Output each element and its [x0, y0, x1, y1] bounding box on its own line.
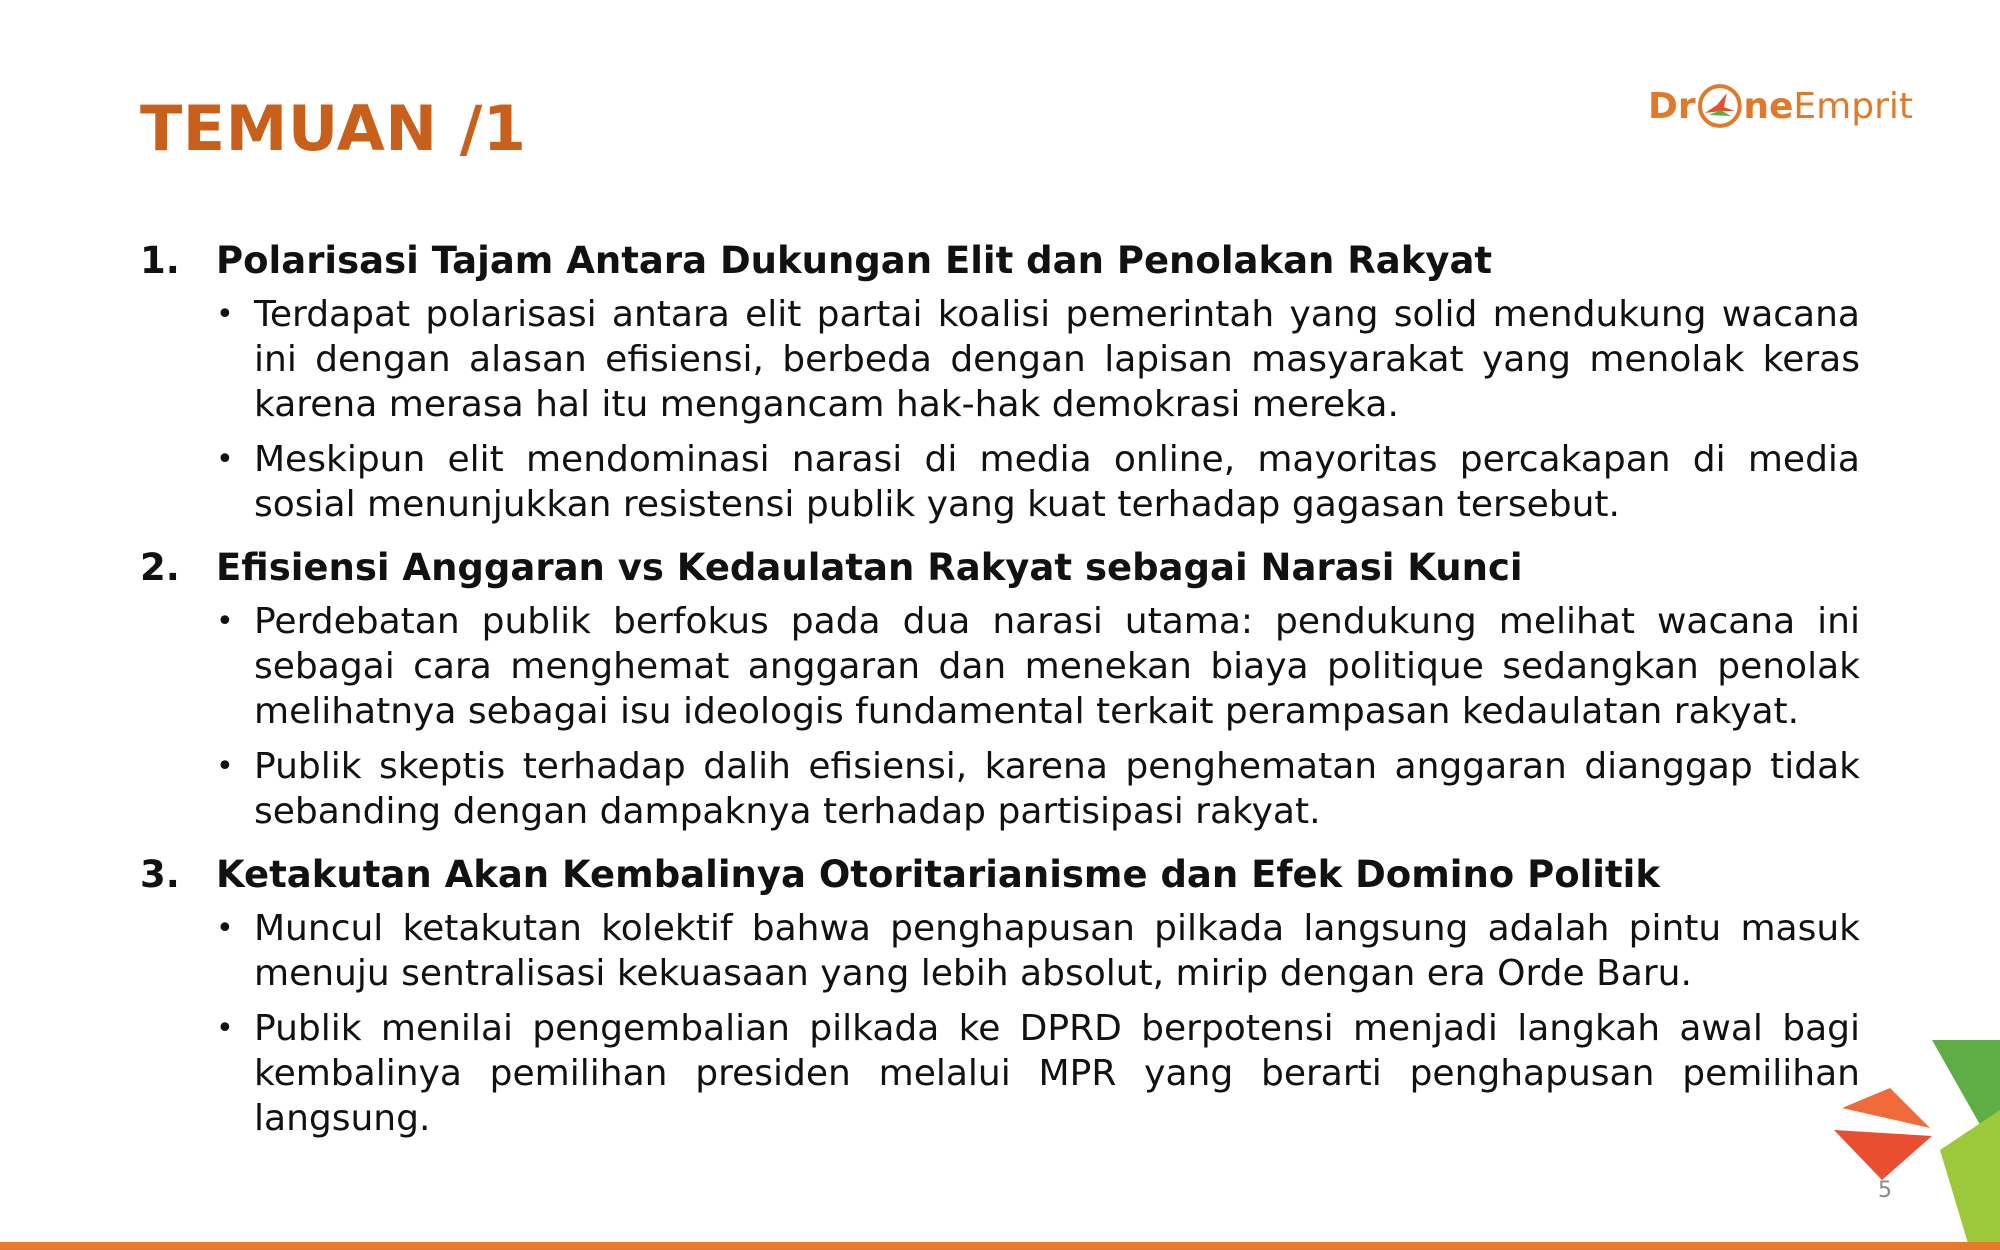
bullet-item	[216, 1006, 1860, 1141]
finding-bullets	[216, 292, 1860, 527]
bullet-text: Perdebatan publik berfokus pada dua narasi utama: pendukung melihat wacana ini sebagai cara menghemat anggaran dan menekan biaya politique sedangkan penolak melihatnya sebagai isu ideologis fundamental terkait perampasan kedaulatan rakyat.	[254, 601, 1860, 732]
finding-number: 3.	[140, 853, 180, 896]
page-title: TEMUAN /1	[140, 92, 527, 165]
bullet-dot: •	[216, 604, 234, 639]
bullet-text: Publik skeptis terhadap dalih efisiensi, karena penghematan anggaran dianggap tidak sebanding dengan dampaknya terhadap partisipasi rakyat.	[254, 746, 1860, 832]
finding-heading	[140, 850, 1860, 900]
deco-red-shape	[1834, 1130, 1932, 1180]
finding-3	[140, 850, 1860, 1141]
logo-text-dr: Dr	[1648, 85, 1696, 127]
finding-title: Efisiensi Anggaran vs Kedaulatan Rakyat sebagai Narasi Kunci	[216, 546, 1523, 589]
bullet-item	[216, 906, 1860, 996]
bullet-text: Muncul ketakutan kolektif bahwa penghapusan pilkada langsung adalah pintu masuk menuju sentralisasi kekuasaan yang lebih absolut, mirip dengan era Orde Baru.	[254, 908, 1860, 994]
page-number: 5	[1878, 1178, 1892, 1203]
bullet-dot: •	[216, 442, 234, 477]
finding-number: 2.	[140, 546, 180, 589]
bullet-dot: •	[216, 911, 234, 946]
corner-decoration	[1820, 1040, 2000, 1250]
bullet-dot: •	[216, 297, 234, 332]
finding-heading	[140, 236, 1860, 286]
bullet-text: Publik menilai pengembalian pilkada ke DPRD berpotensi menjadi langkah awal bagi kembalinya pemilihan presiden melalui MPR yang berarti penghapusan pemilihan langsung.	[254, 1008, 1860, 1139]
bullet-item	[216, 437, 1860, 527]
findings-list	[140, 236, 1860, 1157]
bottom-accent-bar	[0, 1242, 2000, 1250]
logo-text-emprit: Emprit	[1793, 85, 1913, 127]
bullet-item	[216, 292, 1860, 427]
finding-heading	[140, 543, 1860, 593]
bullet-dot: •	[216, 1011, 234, 1046]
bullet-dot: •	[216, 749, 234, 784]
deco-lime-shape	[1940, 1110, 2000, 1250]
bullet-text: Terdapat polarisasi antara elit partai koalisi pemerintah yang solid mendukung wacana ini dengan alasan efisiensi, berbeda dengan lapisan masyarakat yang menolak keras karena merasa hal itu mengancam hak-hak demokrasi mereka.	[254, 294, 1860, 425]
logo-bird-icon	[1697, 83, 1743, 129]
finding-number: 1.	[140, 239, 180, 282]
bullet-item	[216, 599, 1860, 734]
finding-bullets	[216, 906, 1860, 1141]
logo-text-ne: ne	[1743, 85, 1794, 127]
finding-2	[140, 543, 1860, 834]
finding-1	[140, 236, 1860, 527]
finding-title: Polarisasi Tajam Antara Dukungan Elit dan Penolakan Rakyat	[216, 239, 1493, 282]
finding-title: Ketakutan Akan Kembalinya Otoritarianisme dan Efek Domino Politik	[216, 853, 1660, 896]
drone-emprit-logo	[1648, 72, 1913, 140]
finding-bullets	[216, 599, 1860, 834]
bullet-item	[216, 744, 1860, 834]
deco-orange-shape	[1842, 1088, 1930, 1128]
bullet-text: Meskipun elit mendominasi narasi di media online, mayoritas percakapan di media sosial menunjukkan resistensi publik yang kuat terhadap gagasan tersebut.	[254, 439, 1860, 525]
